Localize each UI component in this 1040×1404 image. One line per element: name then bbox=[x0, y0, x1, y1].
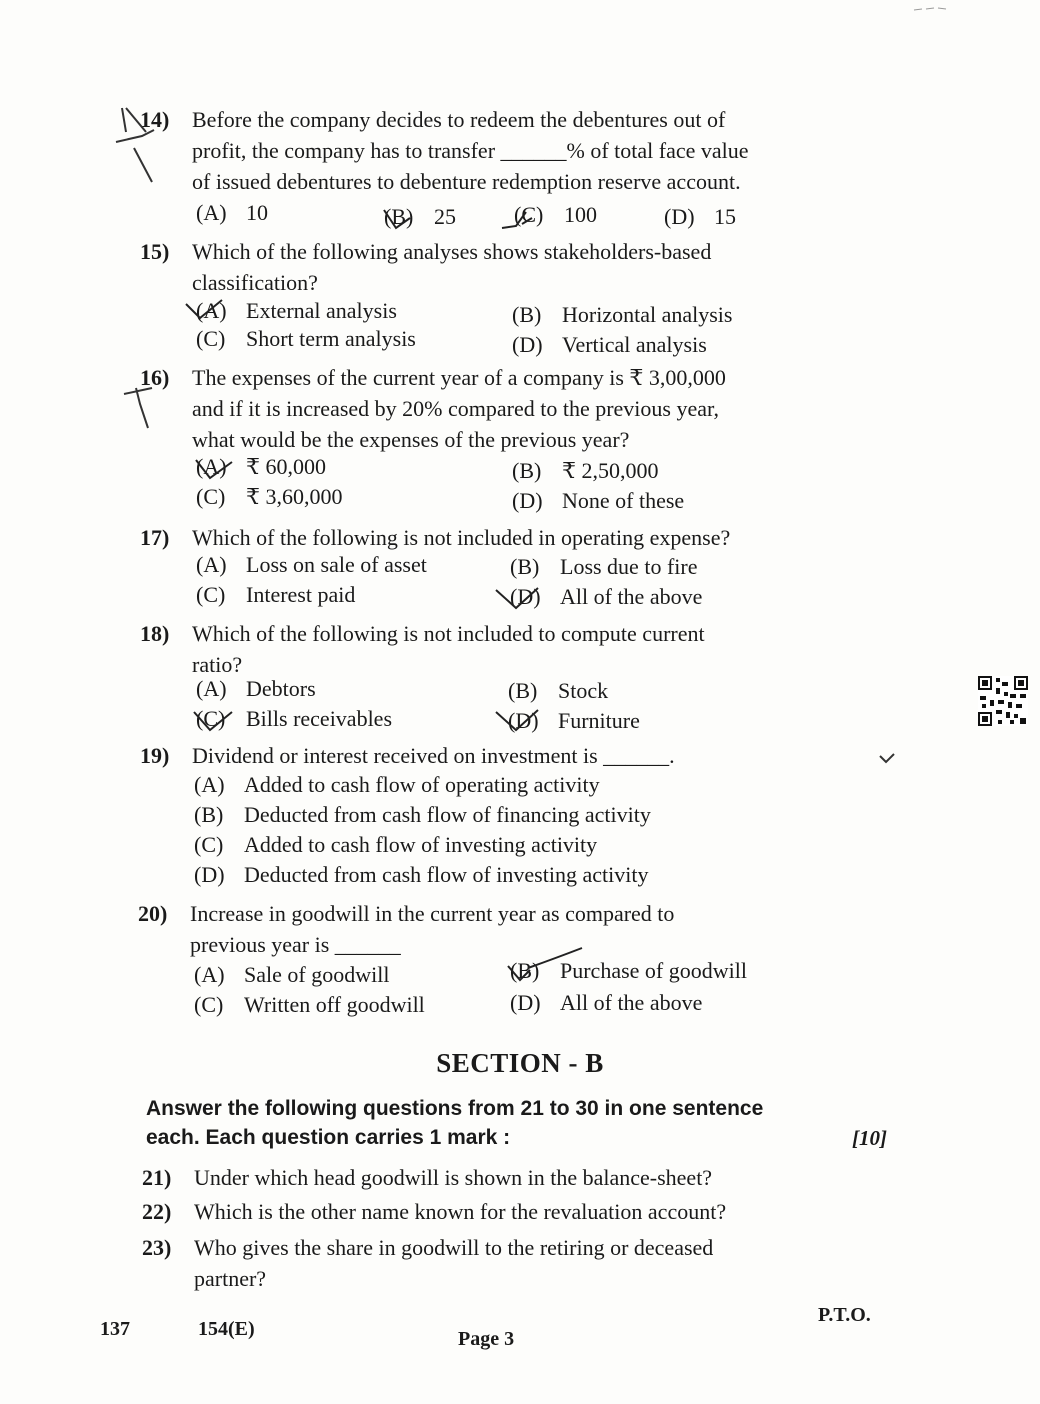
footer-paper-code: 154(E) bbox=[198, 1318, 255, 1340]
question-line: Which of the following is not included to compute current bbox=[192, 621, 705, 646]
option-c: (C) 100 bbox=[514, 202, 597, 227]
question-number: 20) bbox=[138, 901, 168, 926]
option-c: (C) Short term analysis bbox=[196, 326, 416, 351]
question-number: 18) bbox=[140, 621, 170, 646]
option-c: (C) Added to cash flow of investing activity bbox=[194, 832, 598, 857]
question-number: 23) bbox=[142, 1235, 172, 1260]
answer-tick-q15-a bbox=[184, 296, 228, 324]
answer-strike-q14-c bbox=[498, 206, 538, 232]
question-line: and if it is increased by 20% compared to the previous year, bbox=[192, 396, 719, 421]
footer-pto: P.T.O. bbox=[818, 1304, 871, 1326]
option-c: (C) ₹ 3,60,000 bbox=[196, 484, 343, 509]
option-b: (B) 25 bbox=[384, 204, 456, 229]
section-b-title: SECTION - B bbox=[436, 1048, 604, 1078]
option-b: (B) Purchase of goodwill bbox=[510, 958, 747, 983]
scan-speck-mark bbox=[912, 4, 948, 14]
option-d: (D) Deducted from cash flow of investing activity bbox=[194, 862, 649, 887]
option-b: (B) Horizontal analysis bbox=[512, 302, 733, 327]
option-d: (D) All of the above bbox=[510, 990, 703, 1015]
question-number: 17) bbox=[140, 525, 170, 550]
answer-tick-q16-a bbox=[192, 454, 236, 482]
option-a: (A) Debtors bbox=[196, 676, 316, 701]
option-c: (C) Interest paid bbox=[196, 582, 356, 607]
question-line: previous year is ______ bbox=[190, 932, 401, 957]
option-d: (D) None of these bbox=[512, 488, 685, 513]
footer-left-code: 137 bbox=[100, 1318, 130, 1340]
question-number: 14) bbox=[140, 107, 170, 132]
question-number: 21) bbox=[142, 1165, 172, 1190]
option-b: (B) Deducted from cash flow of financing activity bbox=[194, 802, 651, 827]
question-line: Under which head goodwill is shown in the balance-sheet? bbox=[194, 1165, 713, 1190]
option-d: (D) All of the above bbox=[510, 584, 703, 609]
option-a: (A) External analysis bbox=[196, 298, 397, 323]
question-line: profit, the company has to transfer ______% of total face value bbox=[192, 138, 749, 163]
question-line: ratio? bbox=[192, 652, 243, 677]
footer-page-number: Page 3 bbox=[458, 1328, 515, 1350]
option-d: (D) Furniture bbox=[508, 708, 640, 733]
question-line: Which of the following is not included in operating expense? bbox=[192, 525, 731, 550]
question-line: Who gives the share in goodwill to the retiring or deceased bbox=[194, 1235, 714, 1260]
option-a: (A) ₹ 60,000 bbox=[196, 454, 326, 479]
qr-code bbox=[978, 676, 1028, 726]
question-line: Increase in goodwill in the current year as compared to bbox=[190, 901, 675, 926]
option-a: (A) Sale of goodwill bbox=[194, 962, 390, 987]
question-line: partner? bbox=[194, 1266, 267, 1291]
option-a: (A) 10 bbox=[196, 200, 268, 225]
question-line: classification? bbox=[192, 270, 318, 295]
question-line: Before the company decides to redeem the debentures out of bbox=[192, 107, 726, 132]
section-b-instruction: Answer the following questions from 21 to 30 in one sentence each. Each question carries 1 mark : bbox=[146, 1097, 764, 1149]
question-line: Which of the following analyses shows stakeholders-based bbox=[192, 239, 712, 264]
answer-tick-q18-d bbox=[494, 706, 544, 734]
handwritten-tick-mark-q16 bbox=[118, 384, 158, 432]
option-b: (B) Stock bbox=[508, 678, 609, 703]
question-number: 15) bbox=[140, 239, 170, 264]
option-d: (D) Vertical analysis bbox=[512, 332, 707, 357]
option-a: (A) Loss on sale of asset bbox=[196, 552, 427, 577]
answer-mark-q20-b bbox=[502, 946, 592, 984]
margin-tick-mark bbox=[878, 750, 898, 766]
option-a: (A) Added to cash flow of operating activity bbox=[194, 772, 600, 797]
answer-strike-q14-b bbox=[380, 206, 416, 232]
option-b: (B) Loss due to fire bbox=[510, 554, 698, 579]
option-c: (C) Written off goodwill bbox=[194, 992, 425, 1017]
question-line: Which is the other name known for the revaluation account? bbox=[194, 1199, 727, 1224]
question-number: 19) bbox=[140, 743, 170, 768]
question-line: Dividend or interest received on investment is ______. bbox=[192, 743, 675, 768]
option-c: (C) Bills receivables bbox=[196, 706, 393, 731]
question-line: what would be the expenses of the previous year? bbox=[192, 427, 630, 452]
option-d: (D) 15 bbox=[664, 204, 736, 229]
answer-tick-q17-d bbox=[494, 584, 544, 612]
question-number: 16) bbox=[140, 365, 170, 390]
question-line: The expenses of the current year of a company is ₹ 3,00,000 bbox=[192, 365, 726, 390]
section-b-marks: [10] bbox=[852, 1126, 887, 1150]
handwritten-tick-mark-q14 bbox=[112, 102, 176, 188]
question-number: 22) bbox=[142, 1199, 172, 1224]
answer-tick-q18-c bbox=[192, 706, 238, 734]
question-line: of issued debentures to debenture redemption reserve account. bbox=[192, 169, 741, 194]
option-b: (B) ₹ 2,50,000 bbox=[512, 458, 659, 483]
